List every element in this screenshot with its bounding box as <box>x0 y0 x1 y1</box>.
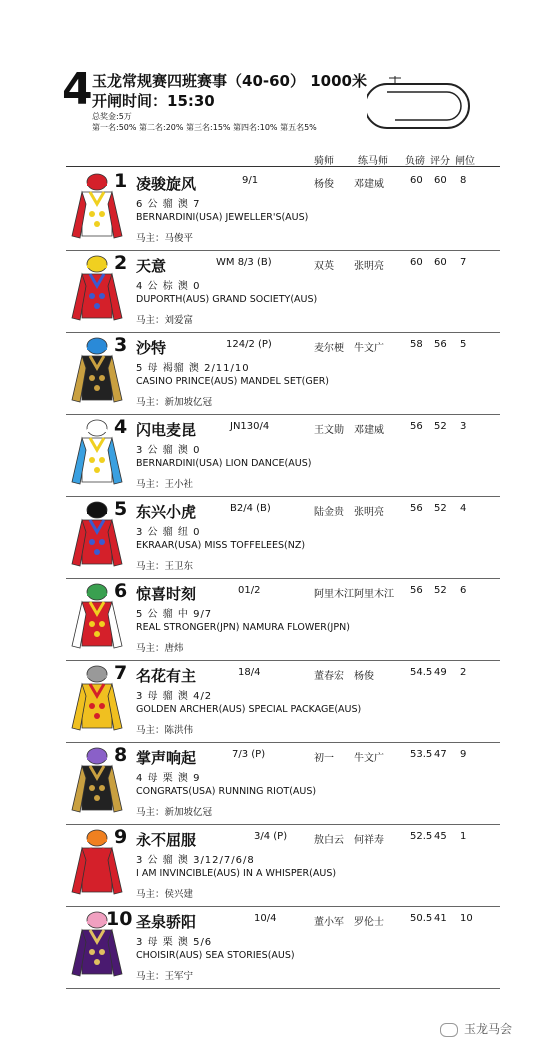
gate-time: 开闸时间：15:30 <box>92 92 215 110</box>
draw-value: 3 <box>460 421 467 432</box>
horse-owner: 马主：新加坡亿冠 <box>136 807 213 818</box>
horse-pedigree: I AM INVINCIBLE(AUS) IN A WHISPER(AUS) <box>136 868 337 879</box>
horse-pedigree: CONGRATS(USA) RUNNING RIOT(AUS) <box>136 786 317 797</box>
horse-row <box>66 824 500 907</box>
rating-value: 60 <box>434 257 447 268</box>
jockey-name: 麦尔梗 <box>314 343 344 354</box>
horse-name: 凌骏旋风 <box>136 175 197 193</box>
horse-owner: 马主：王军宁 <box>136 971 194 982</box>
wechat-icon <box>440 1023 458 1037</box>
draw-value: 2 <box>460 667 467 678</box>
horse-odds: 10/4 <box>254 913 277 924</box>
horse-info: 3 公 骝 纽 0 <box>136 527 201 538</box>
horse-row <box>66 660 500 743</box>
horse-owner: 马主：唐炜 <box>136 643 184 654</box>
horse-odds: B2/4 (B) <box>230 503 271 514</box>
track-diagram-icon <box>367 72 472 132</box>
horse-number: 10 <box>106 908 133 930</box>
horse-name: 天意 <box>136 257 167 275</box>
horse-odds: WM 8/3 (B) <box>216 257 272 268</box>
horse-number: 7 <box>114 662 128 684</box>
col-jockey: 骑师 <box>314 156 334 167</box>
horse-info: 3 公 骝 澳 3/12/7/6/8 <box>136 855 255 866</box>
horse-info: 5 公 骝 中 9/7 <box>136 609 213 620</box>
horse-owner: 马主：王卫东 <box>136 561 194 572</box>
horse-pedigree: EKRAAR(USA) MISS TOFFELEES(NZ) <box>136 540 306 551</box>
col-weight: 负磅 <box>405 156 425 167</box>
horse-name: 永不屈服 <box>136 831 197 849</box>
trainer-name: 阿里木江 <box>354 589 394 600</box>
horse-owner: 马主：马俊平 <box>136 233 194 244</box>
draw-value: 1 <box>460 831 467 842</box>
horse-odds: JN130/4 <box>230 421 270 432</box>
horse-name: 东兴小虎 <box>136 503 197 521</box>
horse-info: 3 母 栗 澳 5/6 <box>136 937 213 948</box>
horse-row <box>66 906 500 989</box>
horse-owner: 马主：侯兴建 <box>136 889 194 900</box>
rating-value: 49 <box>434 667 447 678</box>
trainer-name: 邓建威 <box>354 179 384 190</box>
horse-pedigree: CHOISIR(AUS) SEA STORIES(AUS) <box>136 950 295 961</box>
horse-number: 9 <box>114 826 128 848</box>
rating-value: 41 <box>434 913 447 924</box>
race-title: 玉龙常规赛四班赛事（40-60） 1000米 <box>92 72 367 90</box>
horse-number: 1 <box>114 170 128 192</box>
horse-row <box>66 168 500 251</box>
jockey-name: 杨俊 <box>314 179 334 190</box>
horse-pedigree: CASINO PRINCE(AUS) MANDEL SET(GER) <box>136 376 330 387</box>
col-trainer: 练马师 <box>358 156 388 167</box>
horse-name: 沙特 <box>136 339 167 357</box>
horse-pedigree: GOLDEN ARCHER(AUS) SPECIAL PACKAGE(AUS) <box>136 704 362 715</box>
weight-value: 60 <box>410 175 423 186</box>
column-headers <box>0 152 550 166</box>
horse-row <box>66 250 500 333</box>
horse-owner: 马主：王小社 <box>136 479 194 490</box>
draw-value: 7 <box>460 257 467 268</box>
rating-value: 56 <box>434 339 447 350</box>
jockey-name: 双英 <box>314 261 334 272</box>
jockey-name: 董小军 <box>314 917 344 928</box>
horse-pedigree: BERNARDINI(USA) JEWELLER'S(AUS) <box>136 212 309 223</box>
draw-value: 5 <box>460 339 467 350</box>
horse-name: 掌声响起 <box>136 749 197 767</box>
trainer-name: 牛文广 <box>354 343 384 354</box>
weight-value: 56 <box>410 585 423 596</box>
horse-row <box>66 496 500 579</box>
horse-number: 8 <box>114 744 128 766</box>
horse-row <box>66 332 500 415</box>
horse-odds: 124/2 (P) <box>226 339 272 350</box>
horse-number: 3 <box>114 334 128 356</box>
prize-split: 第一名:50% 第二名:20% 第三名:15% 第四名:10% 第五名5% <box>92 123 317 132</box>
trainer-name: 罗伦士 <box>354 917 384 928</box>
col-draw: 闸位 <box>455 156 475 167</box>
rating-value: 52 <box>434 503 447 514</box>
horse-owner: 马主：新加坡亿冠 <box>136 397 213 408</box>
trainer-name: 杨俊 <box>354 671 374 682</box>
divider <box>66 166 500 167</box>
draw-value: 4 <box>460 503 467 514</box>
race-number: 4 <box>62 64 93 115</box>
weight-value: 53.5 <box>410 749 433 760</box>
rating-value: 52 <box>434 421 447 432</box>
horse-pedigree: BERNARDINI(USA) LION DANCE(AUS) <box>136 458 312 469</box>
jockey-name: 王文勋 <box>314 425 344 436</box>
weight-value: 54.5 <box>410 667 433 678</box>
weight-value: 52.5 <box>410 831 433 842</box>
jockey-name: 董春宏 <box>314 671 344 682</box>
total-prize: 总奖金:5万 <box>92 112 132 121</box>
jockey-name: 敖白云 <box>314 835 344 846</box>
rating-value: 47 <box>434 749 447 760</box>
jockey-name: 初一 <box>314 753 334 764</box>
rating-value: 45 <box>434 831 447 842</box>
weight-value: 56 <box>410 421 423 432</box>
horse-info: 4 母 栗 澳 9 <box>136 773 201 784</box>
rating-value: 60 <box>434 175 447 186</box>
horse-number: 6 <box>114 580 128 602</box>
trainer-name: 牛文广 <box>354 753 384 764</box>
draw-value: 6 <box>460 585 467 596</box>
horse-odds: 7/3 (P) <box>232 749 266 760</box>
horse-pedigree: DUPORTH(AUS) GRAND SOCIETY(AUS) <box>136 294 318 305</box>
jockey-name: 阿里木江 <box>314 589 354 600</box>
draw-value: 9 <box>460 749 467 760</box>
horse-pedigree: REAL STRONGER(JPN) NAMURA FLOWER(JPN) <box>136 622 350 633</box>
draw-value: 10 <box>460 913 473 924</box>
jockey-name: 陆金贵 <box>314 507 344 518</box>
horse-name: 名花有主 <box>136 667 197 685</box>
weight-value: 50.5 <box>410 913 433 924</box>
horse-owner: 马主：刘爱富 <box>136 315 194 326</box>
trainer-name: 张明亮 <box>354 261 384 272</box>
horse-info: 5 母 褐骝 澳 2/11/10 <box>136 363 250 374</box>
horse-odds: 3/4 (P) <box>254 831 288 842</box>
race-header <box>62 62 502 152</box>
horse-info: 3 公 骝 澳 0 <box>136 445 201 456</box>
horse-owner: 马主：陈洪伟 <box>136 725 194 736</box>
weight-value: 58 <box>410 339 423 350</box>
trainer-name: 何祥寿 <box>354 835 384 846</box>
horse-name: 闪电麦昆 <box>136 421 197 439</box>
horse-name: 惊喜时刻 <box>136 585 197 603</box>
horse-odds: 9/1 <box>242 175 259 186</box>
horse-row <box>66 578 500 661</box>
rating-value: 52 <box>434 585 447 596</box>
horse-number: 2 <box>114 252 128 274</box>
horse-name: 圣泉骄阳 <box>136 913 197 931</box>
weight-value: 56 <box>410 503 423 514</box>
horse-info: 3 母 骝 澳 4/2 <box>136 691 213 702</box>
trainer-name: 张明亮 <box>354 507 384 518</box>
horse-number: 4 <box>114 416 128 438</box>
horse-info: 4 公 棕 澳 0 <box>136 281 201 292</box>
horse-odds: 18/4 <box>238 667 261 678</box>
weight-value: 60 <box>410 257 423 268</box>
trainer-name: 邓建威 <box>354 425 384 436</box>
horse-odds: 01/2 <box>238 585 261 596</box>
horse-info: 6 公 骝 澳 7 <box>136 199 201 210</box>
watermark: 玉龙马会 <box>440 1020 512 1037</box>
horse-row <box>66 414 500 497</box>
horse-number: 5 <box>114 498 128 520</box>
horse-row <box>66 742 500 825</box>
col-rating: 评分 <box>430 156 450 167</box>
draw-value: 8 <box>460 175 467 186</box>
